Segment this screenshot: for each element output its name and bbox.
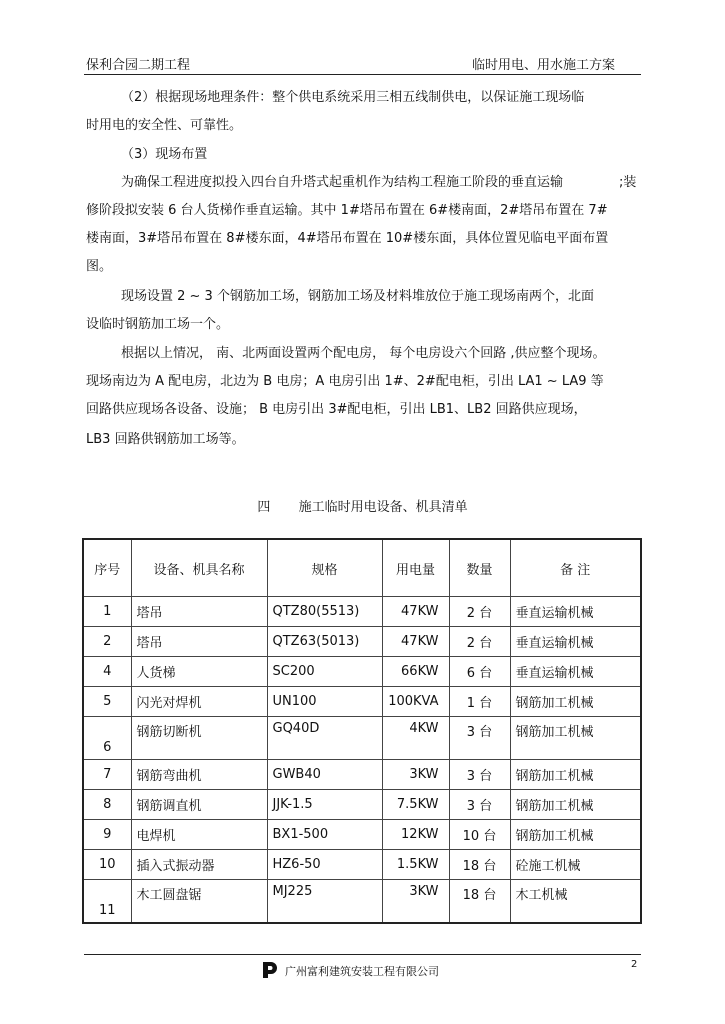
table-header-row	[83, 539, 641, 597]
header-cell-qty: 数量	[449, 539, 510, 597]
cell-spec: GQ40D	[267, 717, 382, 760]
section-heading	[0, 496, 725, 515]
cell-no: 9	[83, 820, 131, 850]
header-cell-no: 序号	[83, 539, 131, 597]
cell-no: 7	[83, 760, 131, 790]
cell-remark: 砼施工机械	[510, 850, 641, 880]
table-row	[83, 687, 641, 717]
cell-qty: 3 台	[449, 717, 510, 760]
header-cell-spec: 规格	[267, 539, 382, 597]
cell-qty: 18 台	[449, 850, 510, 880]
cell-spec: QTZ63(5013)	[267, 627, 382, 657]
cell-qty: 3 台	[449, 790, 510, 820]
paragraph-line: 现场设置 2 ~ 3 个钢筋加工场，钢筋加工场及材料堆放位于施工现场南两个，北面	[121, 289, 594, 304]
paragraph-line: LB3 回路供钢筋加工场等。	[86, 432, 245, 447]
cell-no: 1	[83, 597, 131, 627]
cell-name: 钢筋切断机	[131, 717, 267, 760]
cell-remark: 钢筋加工机械	[510, 820, 641, 850]
cell-power: 100KVA	[382, 687, 449, 717]
table-row	[83, 717, 641, 760]
cell-remark: 垂直运输机械	[510, 627, 641, 657]
paragraph-line: 时用电的安全性、可靠性。	[86, 118, 243, 133]
cell-remark: 钢筋加工机械	[510, 717, 641, 760]
cell-remark: 钢筋加工机械	[510, 687, 641, 717]
cell-no: 11	[83, 880, 131, 924]
section-title-text: 施工临时用电设备、机具清单	[298, 500, 468, 515]
cell-spec: QTZ80(5513)	[267, 597, 382, 627]
paragraph-line: 现场南边为 A 配电房，北边为 B 电房；A 电房引出 1#、2#配电柜，引出 LA1 ~ LA9 等	[86, 374, 604, 389]
cell-remark: 垂直运输机械	[510, 657, 641, 687]
equipment-table	[82, 538, 642, 924]
cell-name: 插入式振动器	[131, 850, 267, 880]
cell-spec: GWB40	[267, 760, 382, 790]
paragraph-line: 为确保工程进度拟投入四台自升塔式起重机作为结构工程施工阶段的垂直运输	[121, 175, 564, 190]
cell-qty: 2 台	[449, 627, 510, 657]
header-cell-name: 设备、机具名称	[131, 539, 267, 597]
header-cell-remark: 备 注	[510, 539, 641, 597]
cell-no: 6	[83, 717, 131, 760]
cell-spec: JJK-1.5	[267, 790, 382, 820]
table-row	[83, 790, 641, 820]
table-row	[83, 760, 641, 790]
subheading-site-layout: （3）现场布置	[121, 147, 208, 162]
footer-divider	[84, 954, 641, 955]
header-project-name: 保利合园二期工程	[86, 58, 191, 73]
table-row	[83, 880, 641, 924]
cell-power: 66KW	[382, 657, 449, 687]
cell-power: 4KW	[382, 717, 449, 760]
paragraph-line: 图。	[86, 259, 113, 274]
paragraph-line-tail: ;装	[619, 175, 637, 190]
cell-no: 8	[83, 790, 131, 820]
table-row	[83, 597, 641, 627]
cell-no: 10	[83, 850, 131, 880]
header-cell-power: 用电量	[382, 539, 449, 597]
header-document-title: 临时用电、用水施工方案	[471, 58, 615, 73]
cell-spec: SC200	[267, 657, 382, 687]
cell-power: 47KW	[382, 597, 449, 627]
cell-qty: 6 台	[449, 657, 510, 687]
cell-name: 塔吊	[131, 627, 267, 657]
paragraph-line: 设临时钢筋加工场一个。	[86, 317, 230, 332]
paragraph-line: 回路供应现场各设备、设施； B 电房引出 3#配电柜，引出 LB1、LB2 回路供应现场，	[86, 402, 587, 417]
cell-qty: 10 台	[449, 820, 510, 850]
cell-power: 47KW	[382, 627, 449, 657]
table-row	[83, 820, 641, 850]
paragraph-line: 修阶段拟安装 6 台人货梯作垂直运输。其中 1#塔吊布置在 6#楼南面，2#塔吊布置在 7#	[86, 203, 608, 218]
table-row	[83, 850, 641, 880]
cell-spec: MJ225	[267, 880, 382, 924]
cell-name: 塔吊	[131, 597, 267, 627]
company-logo-icon	[260, 960, 280, 980]
cell-name: 电焊机	[131, 820, 267, 850]
cell-power: 1.5KW	[382, 850, 449, 880]
cell-qty: 18 台	[449, 880, 510, 924]
cell-name: 木工圆盘锯	[131, 880, 267, 924]
cell-qty: 1 台	[449, 687, 510, 717]
table-row	[83, 627, 641, 657]
paragraph-line: 楼南面，3#塔吊布置在 8#楼东面，4#塔吊布置在 10#楼东面，具体位置见临电平面布置	[86, 231, 609, 246]
cell-spec: HZ6-50	[267, 850, 382, 880]
cell-remark: 钢筋加工机械	[510, 790, 641, 820]
cell-no: 4	[83, 657, 131, 687]
cell-name: 人货梯	[131, 657, 267, 687]
cell-spec: BX1-500	[267, 820, 382, 850]
cell-qty: 3 台	[449, 760, 510, 790]
cell-remark: 垂直运输机械	[510, 597, 641, 627]
cell-power: 3KW	[382, 880, 449, 924]
cell-spec: UN100	[267, 687, 382, 717]
cell-power: 7.5KW	[382, 790, 449, 820]
cell-power: 12KW	[382, 820, 449, 850]
header-divider	[84, 74, 641, 75]
footer-company-name: 广州富利建筑安装工程有限公司	[285, 965, 439, 978]
cell-remark: 钢筋加工机械	[510, 760, 641, 790]
cell-name: 闪光对焊机	[131, 687, 267, 717]
cell-name: 钢筋调直机	[131, 790, 267, 820]
paragraph-line: （2）根据现场地理条件：整个供电系统采用三相五线制供电，以保证施工现场临	[121, 90, 585, 105]
cell-power: 3KW	[382, 760, 449, 790]
paragraph-line: 根据以上情况， 南、北两面设置两个配电房， 每个电房设六个回路 ,供应整个现场。	[121, 346, 606, 361]
cell-name: 钢筋弯曲机	[131, 760, 267, 790]
cell-no: 2	[83, 627, 131, 657]
table-row	[83, 657, 641, 687]
page-number: 2	[631, 959, 638, 970]
cell-qty: 2 台	[449, 597, 510, 627]
section-number: 四	[257, 500, 271, 515]
cell-remark: 木工机械	[510, 880, 641, 924]
cell-no: 5	[83, 687, 131, 717]
